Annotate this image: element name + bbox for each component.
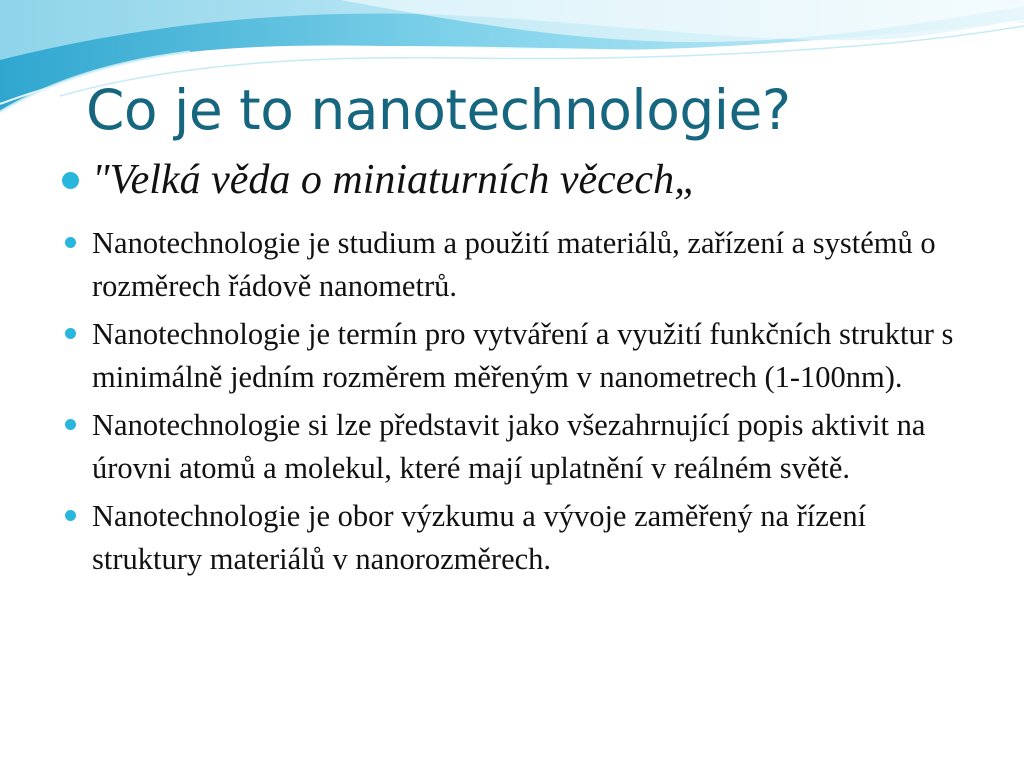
bullet-dot-icon xyxy=(65,419,76,430)
bullet-dot-icon xyxy=(62,172,79,189)
bullet-item xyxy=(62,152,962,208)
bullet-text: Nanotechnologie je studium a použití materiálů, zařízení a systémů o rozměrech řádově nanometrů. xyxy=(92,226,936,303)
bullet-item xyxy=(62,404,962,490)
bullet-text: Nanotechnologie je termín pro vytváření a využití funkčních struktur s minimálně jedním rozměrem měřeným v nanometrech (1-100nm). xyxy=(92,317,954,394)
bullet-item xyxy=(62,222,962,308)
bullet-text: Nanotechnologie je obor výzkumu a vývoje zaměřený na řízení struktury materiálů v nanorozměrech. xyxy=(92,499,867,576)
bullet-item xyxy=(62,495,962,581)
bullet-list xyxy=(62,152,962,586)
bullet-dot-icon xyxy=(65,510,76,521)
bullet-dot-icon xyxy=(65,328,76,339)
bullet-dot-icon xyxy=(65,237,76,248)
bullet-text: Nanotechnologie si lze představit jako všezahrnující popis aktivit na úrovni atomů a molekul, které mají uplatnění v reálném světě. xyxy=(92,408,926,485)
bullet-text: "Velká věda o miniaturních věcech„ xyxy=(92,157,698,203)
bullet-item xyxy=(62,313,962,399)
slide-title: Co je to nanotechnologie? xyxy=(86,78,791,142)
